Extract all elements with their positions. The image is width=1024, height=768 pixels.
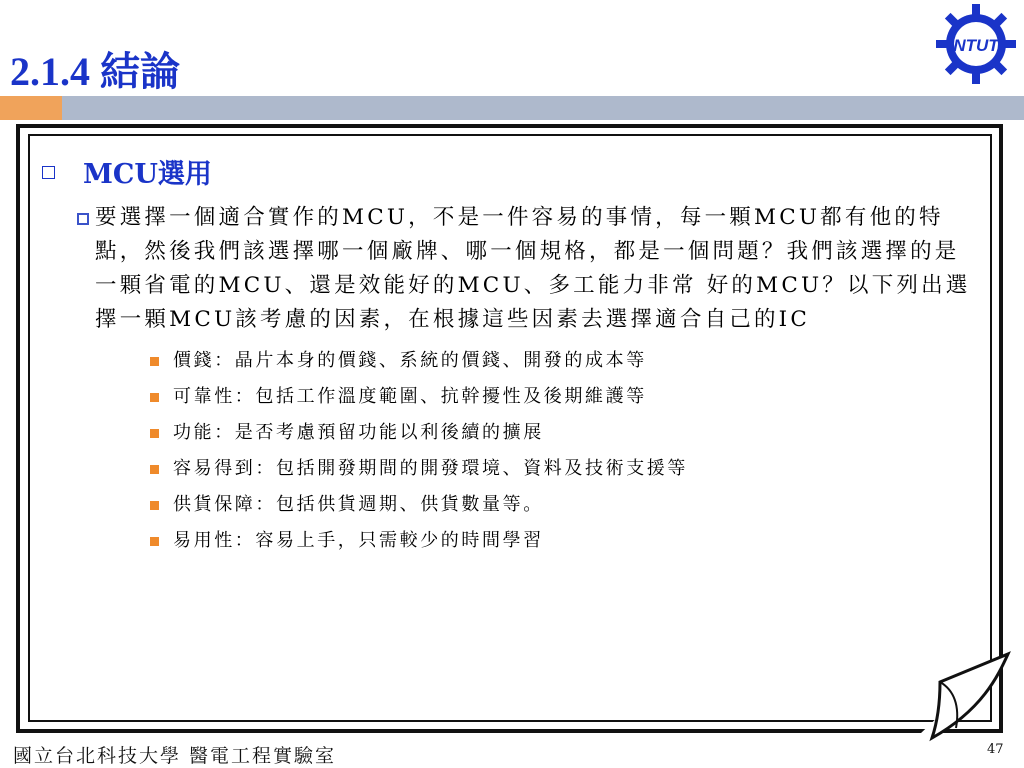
section-heading <box>42 152 987 191</box>
list-item <box>173 487 987 523</box>
list-item <box>173 379 987 415</box>
list-item <box>173 451 987 487</box>
list-item-text: 價錢：晶片本身的價錢、系統的價錢、開發的成本等 <box>173 350 647 371</box>
header-bar <box>62 96 1024 120</box>
hollow-square-bullet-icon <box>42 166 55 179</box>
gear-logo-icon <box>934 2 1018 86</box>
page-number: 47 <box>987 742 1004 757</box>
page-curl-decoration <box>920 650 1016 746</box>
list-item <box>173 415 987 451</box>
orange-square-bullet-icon <box>150 465 159 474</box>
footer-department: 國立台北科技大學 醫電工程實驗室 <box>13 745 337 767</box>
section-heading-text: MCU選用 <box>83 159 212 190</box>
slide-title: 2.1.4 結論 <box>10 49 180 94</box>
orange-square-bullet-icon <box>150 393 159 402</box>
orange-square-bullet-icon <box>150 429 159 438</box>
list-item-text: 易用性：容易上手，只需較少的時間學習 <box>173 530 544 551</box>
list-item <box>173 523 987 559</box>
intro-paragraph <box>95 201 982 337</box>
list-item-text: 功能：是否考慮預留功能以利後續的擴展 <box>173 422 544 443</box>
intro-paragraph-text: 要選擇一個適合實作的MCU，不是一件容易的事情，每一顆MCU都有他的特點，然後我們該選擇哪一個廠牌、哪一個規格，都是一個問題？我們該選擇的是一顆省電的MCU、還是效能好的MCU、多工能力非常 好的MCU？以下列出選擇一顆MCU該考慮的因素，在根據這些因素去選擇適合自己的IC <box>95 205 971 332</box>
list-item-text: 可靠性：包括工作溫度範圍、抗幹擾性及後期維護等 <box>173 386 647 407</box>
orange-square-bullet-icon <box>150 537 159 546</box>
logo-text: NTUT <box>953 36 999 55</box>
list-item <box>173 343 987 379</box>
list-item-text: 容易得到：包括開發期間的開發環境、資料及技術支援等 <box>173 458 688 479</box>
slide-body <box>42 152 987 559</box>
square-bullet-icon <box>77 213 89 225</box>
header-accent-bar <box>0 96 62 120</box>
orange-square-bullet-icon <box>150 357 159 366</box>
orange-square-bullet-icon <box>150 501 159 510</box>
list-item-text: 供貨保障：包括供貨週期、供貨數量等。 <box>173 494 544 515</box>
factor-list <box>42 343 987 559</box>
